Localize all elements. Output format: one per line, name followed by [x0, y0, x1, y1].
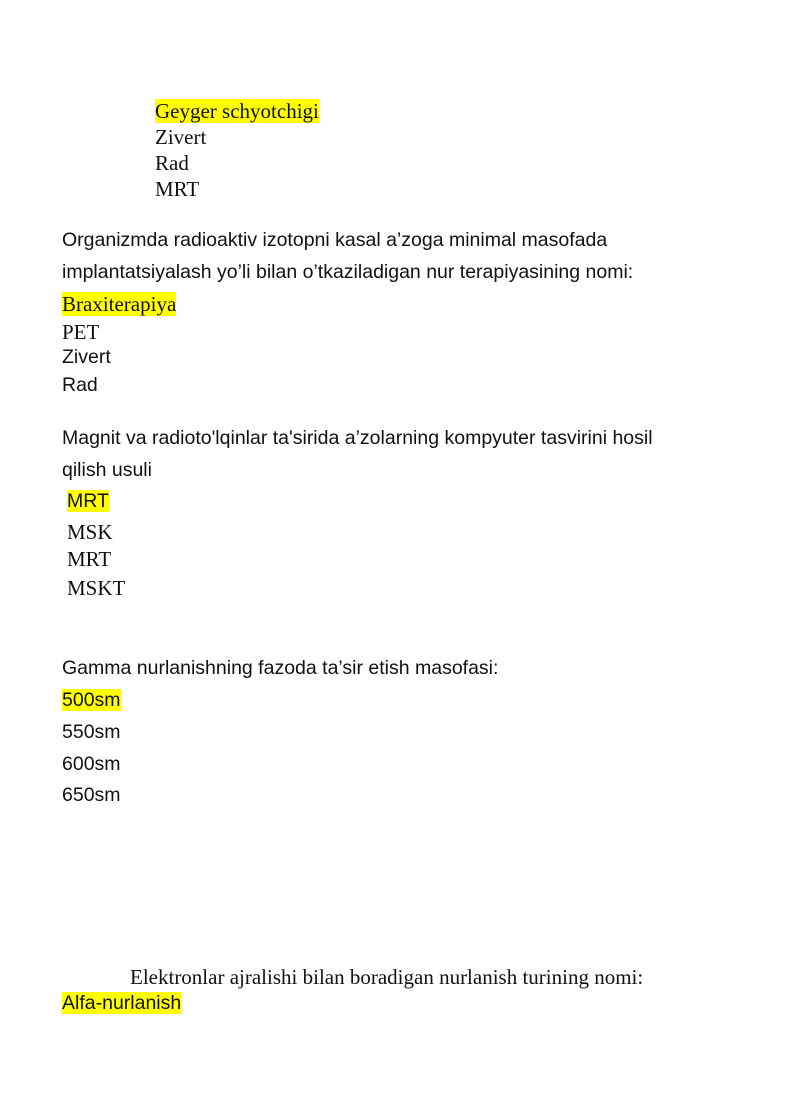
q3-option-1-correct: MRT [67, 490, 109, 512]
q4-question: Gamma nurlanishning fazoda ta’sir etish masofasi: [62, 657, 499, 679]
q4-option-4: 650sm [62, 784, 121, 806]
q4-option-1-correct: 500sm [62, 689, 121, 711]
q1-option-1-correct: Geyger schyotchigi [155, 99, 319, 123]
q2-option-2: PET [62, 320, 100, 344]
q3-option-2: MSK [67, 520, 113, 544]
q2-option-1-correct: Braxiterapiya [62, 292, 177, 316]
q2-option-3: Zivert [62, 346, 111, 368]
q1-option-2: Zivert [155, 125, 207, 149]
q2-option-4: Rad [62, 374, 98, 396]
q4-option-3: 600sm [62, 753, 121, 775]
q1-option-3: Rad [155, 151, 189, 175]
q4-option-2: 550sm [62, 721, 121, 743]
q2-question-line-2: implantatsiyalash yo’li bilan o’tkaziladigan nur terapiyasining nomi: [62, 261, 634, 283]
q5-option-1-correct: Alfa-nurlanish [62, 992, 182, 1014]
q3-option-3: MRT [67, 547, 112, 571]
q5-question: Elektronlar ajralishi bilan boradigan nurlanish turining nomi: [130, 965, 644, 989]
q1-option-4: MRT [155, 177, 200, 201]
q3-question-line-1: Magnit va radioto'lqinlar ta'sirida a’zolarning kompyuter tasvirini hosil [62, 427, 653, 449]
q2-question-line-1: Organizmda radioaktiv izotopni kasal a’zoga minimal masofada [62, 229, 608, 251]
q3-option-4: MSKT [67, 576, 126, 600]
q3-question-line-2: qilish usuli [62, 459, 152, 481]
